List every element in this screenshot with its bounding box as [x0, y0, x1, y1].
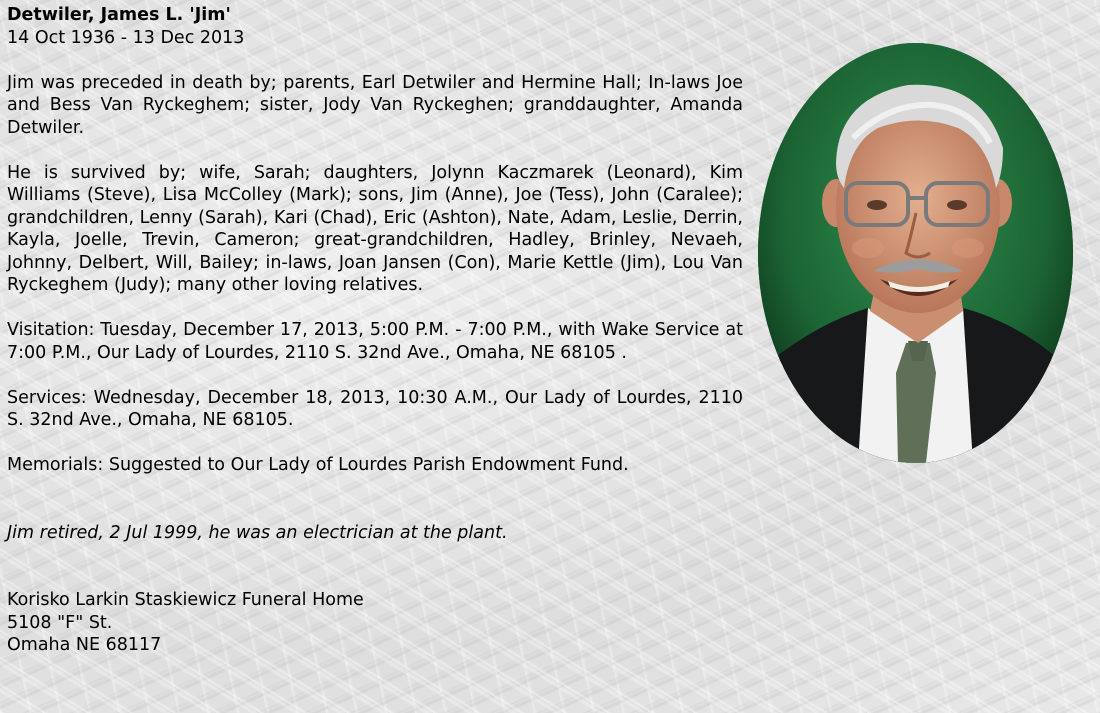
survived-paragraph: He is survived by; wife, Sarah; daughters, Jolynn Kaczmarek (Leonard), Kim Williams (Steve), Lisa McColley (Mark); sons, Jim (Anne), Joe (Tess), John (Caralee); grandchildren, Lenny (Sarah), Kari (Chad), Eric (Ashton), Nate, Adam, Leslie, Derrin, Kayla, Joelle, Trevin, Cameron; great-grandchildren, Hadley, Brinley, Nevaeh, Johnny, Delbert, Will, Bailey; in-laws, Joan Jansen (Con), Marie Kettle (Jim), Lou Van Ryckeghem (Judy); many other loving relatives. — [7, 162, 743, 295]
services-paragraph: Services: Wednesday, December 18, 2013, 10:30 A.M., Our Lady of Lourdes, 2110 S. 32nd Ave., Omaha, NE 68105. — [7, 387, 743, 430]
portrait-illustration — [758, 43, 1073, 463]
funeral-home-address-line1: 5108 "F" St. — [7, 612, 113, 633]
retirement-note: Jim retired, 2 Jul 1999, he was an electrician at the plant. — [7, 522, 508, 543]
obituary-dates: 14 Oct 1936 - 13 Dec 2013 — [7, 27, 245, 48]
portrait-photo — [758, 43, 1073, 463]
obituary-name: Detwiler, James L. 'Jim' — [7, 5, 231, 25]
visitation-paragraph: Visitation: Tuesday, December 17, 2013, 5:00 P.M. - 7:00 P.M., with Wake Service at 7:00 P.M., Our Lady of Lourdes, 2110 S. 32nd Ave., Omaha, NE 68105 . — [7, 320, 743, 363]
funeral-home-address-line2: Omaha NE 68117 — [7, 635, 162, 655]
memorials-paragraph: Memorials: Suggested to Our Lady of Lourdes Parish Endowment Fund. — [7, 455, 629, 475]
funeral-home-name: Korisko Larkin Staskiewicz Funeral Home — [7, 590, 364, 610]
preceded-paragraph: Jim was preceded in death by; parents, Earl Detwiler and Hermine Hall; In-laws Joe and Bess Van Ryckeghem; sister, Jody Van Ryckeghen; granddaughter, Amanda Detwiler. — [7, 72, 743, 138]
funeral-home-block — [7, 589, 743, 657]
obituary-text — [7, 4, 743, 657]
